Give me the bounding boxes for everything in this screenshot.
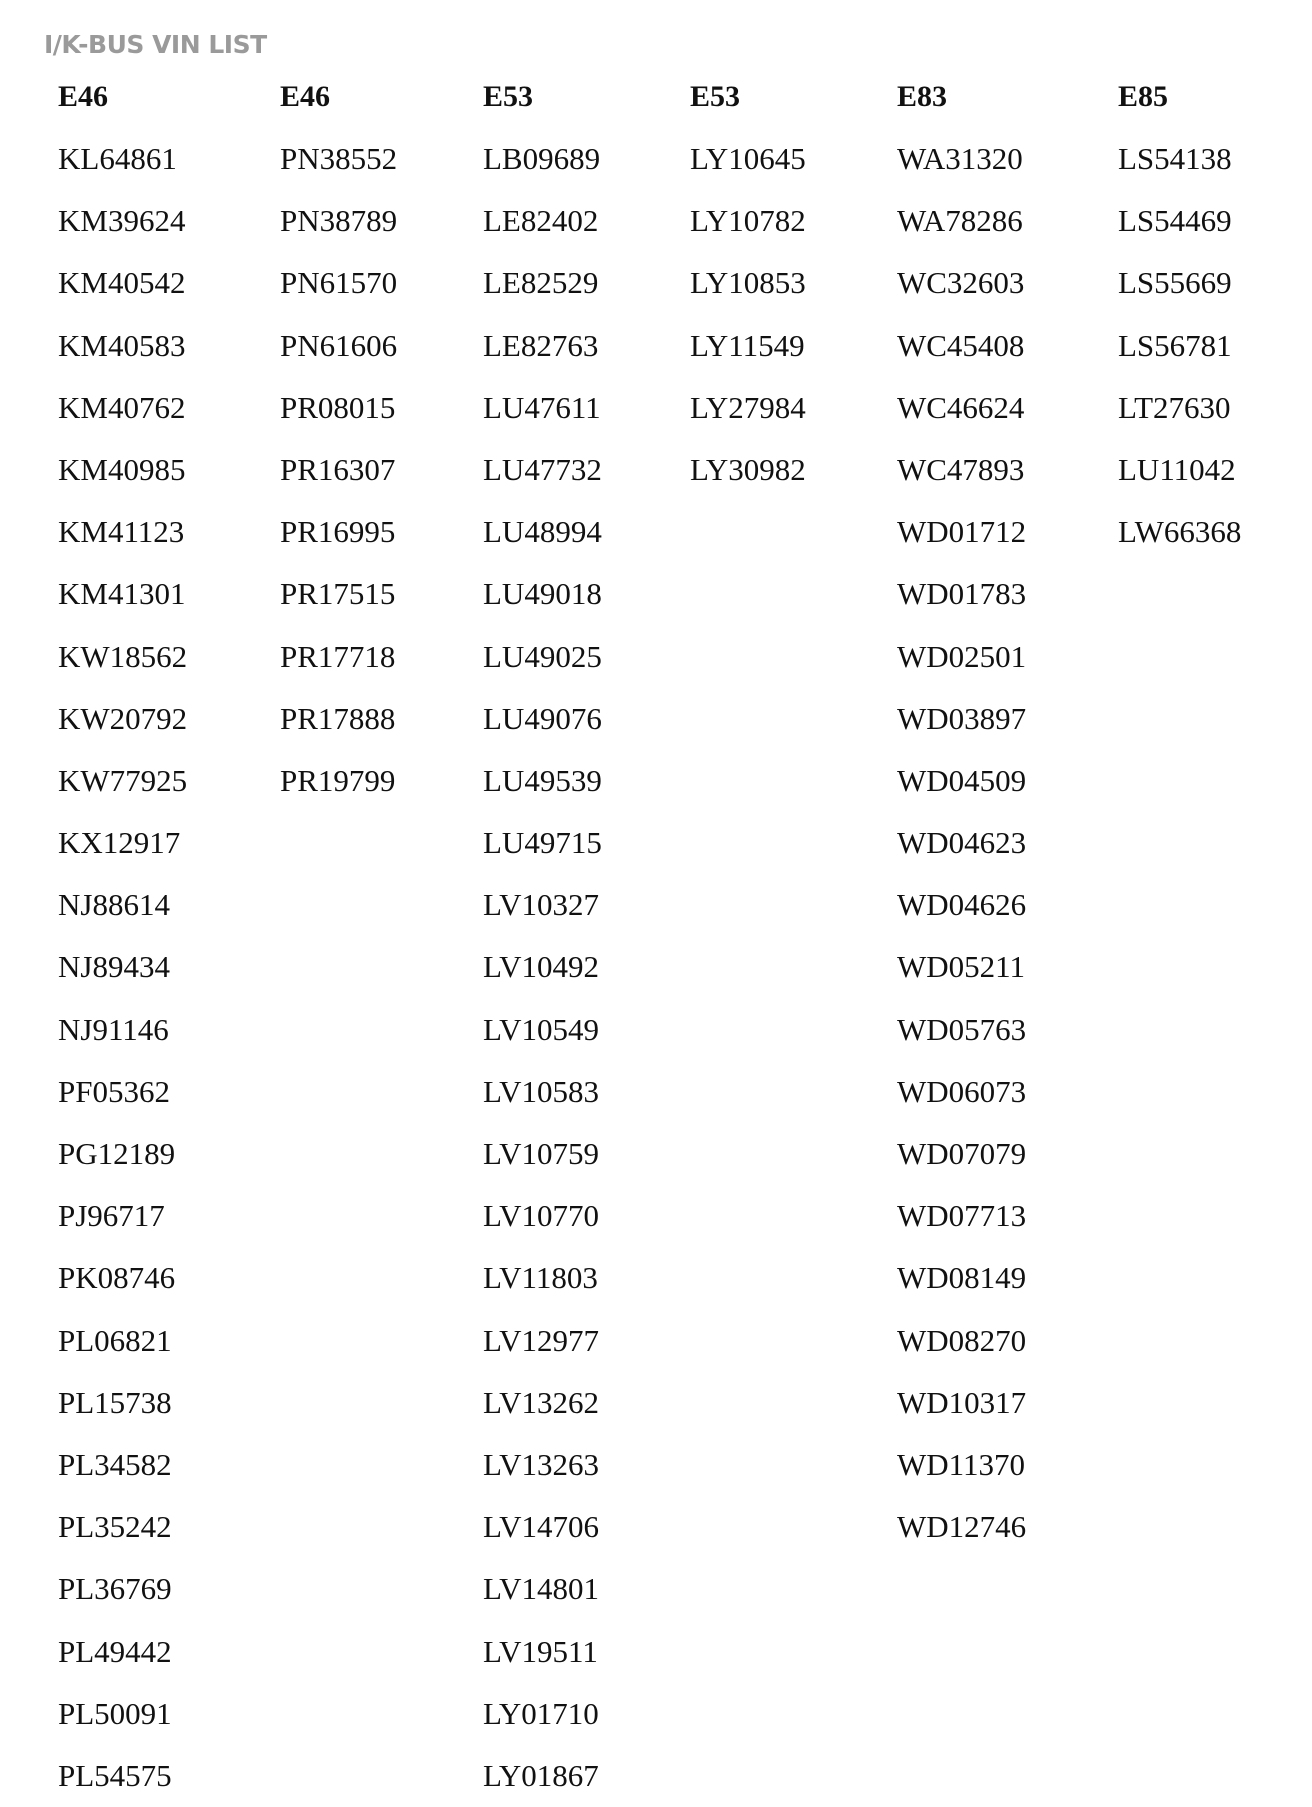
- vin-cell: LW66368: [1118, 514, 1242, 550]
- vin-cell: LV10759: [483, 1136, 599, 1171]
- vin-cell: NJ91146: [58, 1011, 169, 1047]
- vin-cell: LY10853: [690, 265, 806, 301]
- vin-cell: PJ96717: [58, 1198, 165, 1234]
- vin-cell: PR17718: [280, 638, 396, 674]
- vin-list: [483, 128, 602, 1807]
- vin-cell: LV14706: [483, 1509, 599, 1545]
- vin-cell: PR17888: [280, 700, 396, 736]
- vin-cell: PL54575: [58, 1757, 172, 1793]
- vin-cell: LE82402: [483, 203, 599, 239]
- vin-column-e53-a: [483, 72, 602, 1807]
- vin-cell: LV10583: [483, 1073, 599, 1109]
- vin-cell: PN38552: [280, 141, 398, 176]
- vin-cell: WD07079: [897, 1136, 1027, 1171]
- vin-cell: LS54469: [1118, 203, 1232, 239]
- vin-cell: LB09689: [483, 141, 601, 176]
- vin-cell: LY01710: [483, 1695, 599, 1731]
- vin-cell: PR19799: [280, 762, 396, 798]
- vin-column-e83: [897, 72, 1026, 1558]
- vin-cell: PN38789: [280, 203, 398, 239]
- vin-cell: WD06073: [897, 1073, 1027, 1109]
- vin-cell: WD05211: [897, 949, 1025, 985]
- vin-cell: LY01867: [483, 1757, 599, 1793]
- column-header: E53: [483, 80, 534, 113]
- vin-cell: LV13262: [483, 1384, 599, 1420]
- vin-cell: KW18562: [58, 638, 188, 674]
- vin-column-e53-b: [690, 72, 806, 501]
- vin-list: [58, 128, 187, 1807]
- vin-cell: PL34582: [58, 1446, 172, 1482]
- vin-cell: LU49715: [483, 825, 602, 861]
- vin-cell: KM39624: [58, 203, 186, 239]
- vin-cell: PR16307: [280, 451, 396, 487]
- vin-cell: KM40762: [58, 389, 186, 425]
- vin-cell: WD01712: [897, 514, 1027, 550]
- vin-cell: LV11803: [483, 1260, 598, 1296]
- vin-list: [690, 128, 806, 501]
- vin-cell: WD03897: [897, 700, 1027, 736]
- vin-cell: WA78286: [897, 203, 1023, 239]
- vin-cell: WA31320: [897, 141, 1023, 176]
- vin-cell: NJ88614: [58, 887, 170, 923]
- vin-cell: LY27984: [690, 389, 806, 425]
- vin-cell: LS55669: [1118, 265, 1232, 301]
- vin-cell: KM40583: [58, 327, 186, 363]
- vin-cell: WC45408: [897, 327, 1025, 363]
- vin-cell: LE82763: [483, 327, 599, 363]
- vin-cell: WD10317: [897, 1384, 1027, 1420]
- vin-cell: LV19511: [483, 1633, 598, 1669]
- vin-cell: KM40542: [58, 265, 186, 301]
- vin-cell: LV10770: [483, 1198, 599, 1234]
- vin-cell: LT27630: [1118, 389, 1231, 425]
- vin-cell: LU49539: [483, 762, 602, 798]
- vin-cell: KM41123: [58, 514, 185, 550]
- vin-cell: PL15738: [58, 1384, 172, 1420]
- vin-cell: LU49076: [483, 700, 602, 736]
- vin-cell: WD04509: [897, 762, 1027, 798]
- vin-cell: LV14801: [483, 1571, 599, 1607]
- vin-cell: LY10645: [690, 141, 806, 176]
- vin-cell: PL50091: [58, 1695, 172, 1731]
- vin-cell: LV10492: [483, 949, 599, 985]
- vin-cell: WD04623: [897, 825, 1027, 861]
- vin-cell: LV13263: [483, 1446, 599, 1482]
- vin-cell: WD05763: [897, 1011, 1027, 1047]
- vin-cell: KM40985: [58, 451, 186, 487]
- vin-cell: PL49442: [58, 1633, 172, 1669]
- column-header: E46: [58, 80, 109, 113]
- vin-cell: KW77925: [58, 762, 188, 798]
- vin-cell: WC47893: [897, 451, 1025, 487]
- vin-cell: WD04626: [897, 887, 1027, 923]
- vin-cell: LV10549: [483, 1011, 599, 1047]
- vin-cell: LU47611: [483, 389, 601, 425]
- vin-column-e85: [1118, 72, 1241, 563]
- vin-cell: WD08149: [897, 1260, 1027, 1296]
- vin-cell: LU49018: [483, 576, 602, 612]
- vin-cell: WD02501: [897, 638, 1027, 674]
- vin-cell: LE82529: [483, 265, 599, 301]
- vin-cell: WD08270: [897, 1322, 1027, 1358]
- column-header: E85: [1118, 80, 1169, 113]
- vin-cell: KX12917: [58, 825, 181, 861]
- column-header: E83: [897, 80, 948, 113]
- vin-cell: LU49025: [483, 638, 602, 674]
- vin-cell: LV12977: [483, 1322, 599, 1358]
- vin-cell: WC46624: [897, 389, 1025, 425]
- vin-cell: PN61570: [280, 265, 398, 301]
- vin-cell: LY30982: [690, 451, 806, 487]
- vin-list: [280, 128, 397, 812]
- vin-cell: PG12189: [58, 1136, 176, 1171]
- vin-cell: PL35242: [58, 1509, 172, 1545]
- vin-cell: WD01783: [897, 576, 1027, 612]
- vin-column-e46-b: [280, 72, 397, 812]
- column-header: E53: [690, 80, 741, 113]
- vin-cell: PF05362: [58, 1073, 170, 1109]
- vin-cell: KM41301: [58, 576, 186, 612]
- vin-cell: KW20792: [58, 700, 188, 736]
- vin-cell: PR08015: [280, 389, 396, 425]
- vin-cell: WD11370: [897, 1446, 1025, 1482]
- vin-cell: PR17515: [280, 576, 396, 612]
- vin-cell: LU11042: [1118, 451, 1236, 487]
- vin-cell: NJ89434: [58, 949, 170, 985]
- vin-cell: PL06821: [58, 1322, 172, 1358]
- vin-cell: LV10327: [483, 887, 599, 923]
- document-title: I/K-BUS VIN LIST: [44, 30, 267, 59]
- vin-cell: WD12746: [897, 1509, 1027, 1545]
- vin-cell: PN61606: [280, 327, 398, 363]
- vin-cell: LS54138: [1118, 141, 1232, 176]
- vin-cell: LY11549: [690, 327, 805, 363]
- vin-cell: PR16995: [280, 514, 396, 550]
- column-header: E46: [280, 80, 331, 113]
- vin-cell: LS56781: [1118, 327, 1232, 363]
- vin-cell: LU48994: [483, 514, 602, 550]
- vin-cell: WD07713: [897, 1198, 1027, 1234]
- vin-cell: LY10782: [690, 203, 806, 239]
- vin-cell: PL36769: [58, 1571, 172, 1607]
- vin-list: [897, 128, 1026, 1558]
- vin-column-e46-a: [58, 72, 187, 1807]
- vin-cell: LU47732: [483, 451, 602, 487]
- vin-cell: PK08746: [58, 1260, 176, 1296]
- vin-list: [1118, 128, 1241, 563]
- vin-cell: KL64861: [58, 141, 177, 176]
- vin-cell: WC32603: [897, 265, 1025, 301]
